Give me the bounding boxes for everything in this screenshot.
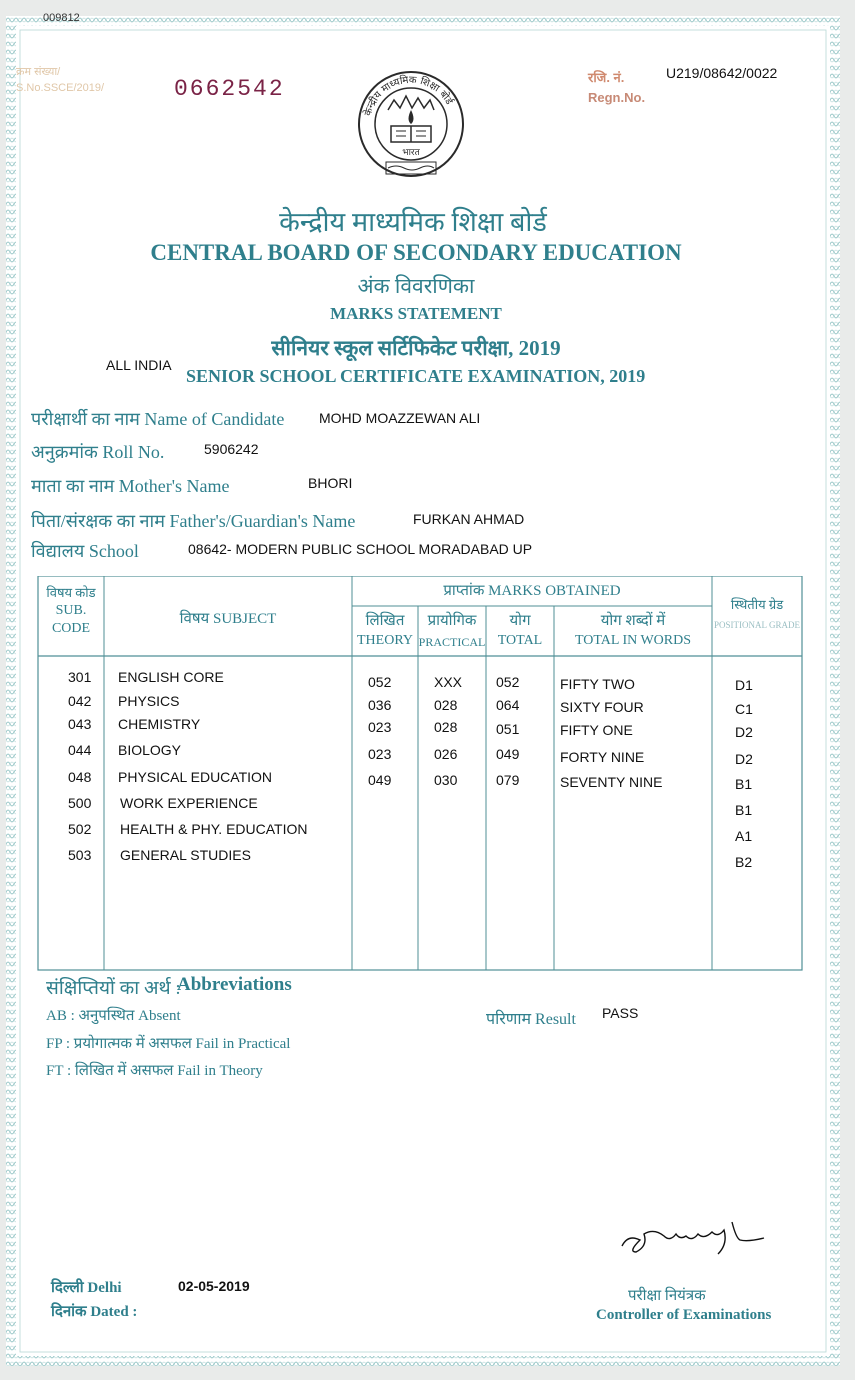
header-code-hi: विषय कोड [46, 585, 96, 600]
header-practical-en: PRACTICAL [418, 635, 486, 649]
header-code-en1: SUB. [55, 603, 87, 618]
statement-title-en: MARKS STATEMENT [330, 304, 502, 323]
header-total-hi: योग [509, 613, 531, 629]
dated-label: दिनांक Dated : [51, 1304, 138, 1320]
board-title-en: CENTRAL BOARD OF SECONDARY EDUCATION [150, 240, 682, 265]
cbse-seal [356, 62, 466, 197]
row-grade: D1 [735, 677, 753, 693]
row-words: SEVENTY NINE [560, 774, 663, 790]
row-subject: HEALTH & PHY. EDUCATION [120, 821, 308, 837]
result-value: PASS [602, 1005, 639, 1021]
row-total: 079 [496, 772, 520, 788]
regn-number: U219/08642/0022 [666, 65, 778, 81]
header-grade-hi: स्थितीय ग्रेड [730, 597, 784, 612]
header-code-en2: CODE [51, 621, 91, 636]
row-subject: BIOLOGY [118, 742, 182, 758]
serial-label-hi: क्रम संख्या/ [16, 66, 61, 78]
row-theory: 052 [368, 674, 392, 690]
abbrev-fp: FP : प्रयोगात्मक में असफल Fail in Practical [46, 1036, 291, 1052]
exam-title-en: SENIOR SCHOOL CERTIFICATE EXAMINATION, 2019 [186, 366, 646, 386]
header-grade-en: POSITIONAL GRADE [714, 620, 800, 630]
row-subject: GENERAL STUDIES [120, 847, 251, 863]
row-practical: 028 [434, 697, 458, 713]
header-theory-hi: लिखित [365, 613, 405, 629]
row-code: 500 [68, 795, 92, 811]
row-theory: 023 [368, 719, 392, 735]
exam-title-hi: सीनियर स्कूल सर्टिफिकेट परीक्षा, 2019 [271, 336, 561, 360]
abbrev-title-hi: संक्षिप्तियों का अर्थ : [46, 978, 181, 999]
controller-title-en: Controller of Examinations [596, 1307, 772, 1323]
row-grade: A1 [735, 828, 753, 844]
row-code: 502 [68, 821, 92, 837]
row-total: 052 [496, 674, 520, 690]
row-words: SIXTY FOUR [560, 699, 644, 715]
row-practical: XXX [434, 674, 463, 690]
seal-inner-text: भारत [402, 148, 420, 158]
corner-number: 009812 [43, 12, 80, 24]
roll-label: अनुक्रमांक Roll No. [31, 442, 165, 462]
place-label: दिल्ली Delhi [51, 1280, 122, 1296]
row-code: 042 [68, 693, 92, 709]
row-subject: PHYSICAL EDUCATION [118, 769, 273, 785]
svg-text:केन्द्रीय माध्यमिक शिक्षा बोर् [362, 74, 456, 117]
serial-label-en: S.No.SSCE/2019/ [16, 82, 105, 94]
row-grade: B1 [735, 776, 753, 792]
serial-number: 0662542 [174, 76, 285, 102]
row-total: 051 [496, 721, 520, 737]
row-code: 044 [68, 742, 92, 758]
roll-number: 5906242 [204, 441, 259, 457]
row-subject: CHEMISTRY [118, 716, 201, 732]
candidate-name-label: परीक्षार्थी का नाम Name of Candidate [31, 409, 285, 429]
row-theory: 023 [368, 746, 392, 762]
header-theory-en: THEORY [357, 633, 413, 648]
row-words: FIFTY TWO [560, 676, 635, 692]
header-practical-hi: प्रायोगिक [427, 613, 477, 629]
row-practical: 030 [434, 772, 458, 788]
controller-title-hi: परीक्षा नियंत्रक [628, 1288, 706, 1304]
regn-label-en: Regn.No. [588, 90, 646, 105]
issue-date: 02-05-2019 [178, 1278, 250, 1294]
row-grade: D2 [735, 751, 753, 767]
abbrev-title-en: Abbreviations [177, 974, 292, 995]
row-total: 064 [496, 697, 520, 713]
row-words: FORTY NINE [560, 749, 645, 765]
header-marks-obtained: प्राप्तांक MARKS OBTAINED [443, 583, 621, 599]
row-subject: ENGLISH CORE [118, 669, 224, 685]
row-grade: D2 [735, 724, 753, 740]
marks-statement-sheet [6, 12, 840, 1366]
school-label: विद्यालय School [31, 541, 139, 561]
header-words-en: TOTAL IN WORDS [574, 633, 692, 648]
board-title-hi: केन्द्रीय माध्यमिक शिक्षा बोर्ड [279, 207, 547, 237]
abbrev-ft: FT : लिखित में असफल Fail in Theory [46, 1063, 263, 1079]
row-code: 503 [68, 847, 92, 863]
exam-scope: ALL INDIA [106, 357, 172, 373]
row-code: 048 [68, 769, 92, 785]
row-practical: 028 [434, 719, 458, 735]
father-name: FURKAN AHMAD [413, 511, 525, 527]
row-theory: 036 [368, 697, 392, 713]
row-theory: 049 [368, 772, 392, 788]
header-total-en: TOTAL [497, 633, 543, 648]
seal-outer-text: केन्द्रीय माध्यमिक शिक्षा बोर्ड [362, 74, 455, 118]
controller-signature [614, 1208, 774, 1268]
mother-name: BHORI [308, 475, 353, 491]
abbrev-ab: AB : अनुपस्थित Absent [46, 1008, 181, 1024]
header-words-hi: योग शब्दों में [600, 613, 666, 629]
row-words: FIFTY ONE [560, 722, 633, 738]
statement-title-hi: अंक विवरणिका [357, 274, 475, 298]
row-code: 301 [68, 669, 92, 685]
row-total: 049 [496, 746, 520, 762]
mother-label: माता का नाम Mother's Name [31, 476, 230, 496]
row-grade: C1 [735, 701, 753, 717]
row-subject: WORK EXPERIENCE [120, 795, 258, 811]
header-subject: विषय SUBJECT [179, 611, 277, 627]
regn-label-hi: रजि. नं. [588, 70, 625, 85]
row-grade: B1 [735, 802, 753, 818]
row-subject: PHYSICS [118, 693, 180, 709]
result-label: परिणाम Result [486, 1011, 576, 1028]
row-code: 043 [68, 716, 92, 732]
candidate-name: MOHD MOAZZEWAN ALI [319, 410, 481, 426]
row-practical: 026 [434, 746, 458, 762]
father-label: पिता/संरक्षक का नाम Father's/Guardian's Name [31, 511, 356, 531]
school-name: 08642- MODERN PUBLIC SCHOOL MORADABAD UP [188, 541, 533, 557]
row-grade: B2 [735, 854, 753, 870]
